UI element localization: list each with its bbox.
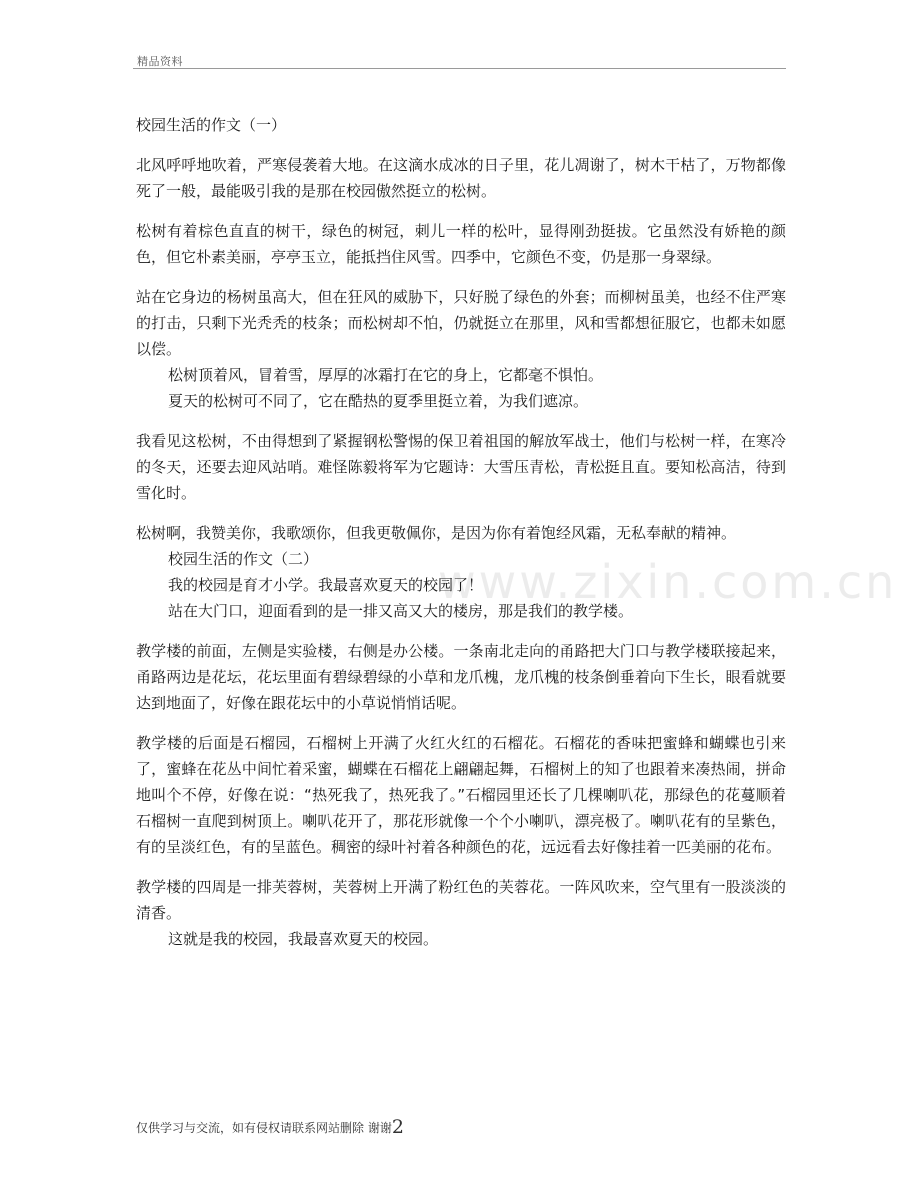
header-rule xyxy=(133,68,786,69)
paragraph: 教学楼的前面，左侧是实验楼，右侧是办公楼。一条南北走向的甬路把大门口与教学楼联接起来，甬路两边是花坛，花坛里面有碧绿碧绿的小草和龙爪槐，龙爪槐的枝条倒垂着向下生长，眼看就要达到地面了，好像在跟花坛中的小草说悄悄话呢。 xyxy=(136,642,786,712)
paragraph: 教学楼的后面是石榴园，石榴树上开满了火红火红的石榴花。石榴花的香味把蜜蜂和蝴蝶也引来了，蜜蜂在花丛中间忙着采蜜，蝴蝶在石榴花上翩翩起舞，石榴树上的知了也跟着来凑热闹，拼命地叫个不停，好像在说：“热死我了，热死我了。”石榴园里还长了几棵喇叭花，那绿色的花蔓顺着石榴树一直爬到树顶上。喇叭花开了，那花形就像一个个小喇叭，漂亮极了。喇叭花有的呈紫色，有的呈淡红色，有的呈蓝色。稠密的绿叶衬着各种颜色的花，远远看去好像挂着一匹美丽的花布。 xyxy=(136,734,786,856)
page-number: 2 xyxy=(391,1116,404,1138)
paragraph: 这就是我的校园，我最喜欢夏天的校园。 xyxy=(168,930,439,948)
paragraph: 站在它身边的杨树虽高大，但在狂风的威胁下，只好脱了绿色的外套；而柳树虽美，也经不住严寒的打击，只剩下光秃秃的枝条；而松树却不怕，仍就挺立在那里，风和雪都想征服它，也都未如愿以偿。 xyxy=(136,288,786,358)
paragraph: 站在大门口，迎面看到的是一排又高又大的楼房，那是我们的教学楼。 xyxy=(168,602,634,620)
header-label: 精品资料 xyxy=(137,55,183,68)
footer xyxy=(136,1116,404,1138)
paragraph: 夏天的松树可不同了，它在酷热的夏季里挺立着，为我们遮凉。 xyxy=(168,392,589,410)
paragraph: 教学楼的四周是一排芙蓉树，芙蓉树上开满了粉红色的芙蓉花。一阵风吹来，空气里有一股淡淡的清香。 xyxy=(136,878,786,922)
paragraph: 松树顶着风，冒着雪，厚厚的冰霜打在它的身上，它都毫不惧怕。 xyxy=(168,366,604,384)
document-body xyxy=(136,112,786,952)
footer-text: 仅供学习与交流，如有侵权请联系网站删除 谢谢 xyxy=(136,1121,392,1135)
paragraph: 北风呼呼地吹着，严寒侵袭着大地。在这滴水成冰的日子里，花儿凋谢了，树木干枯了，万物都像死了一般，最能吸引我的是那在校园傲然挺立的松树。 xyxy=(136,156,786,200)
paragraph: 松树啊，我赞美你，我歌颂你，但我更敬佩你，是因为你有着饱经风霜，无私奉献的精神。 xyxy=(136,524,737,542)
paragraph: 松树有着棕色直直的树干，绿色的树冠，刺儿一样的松叶，显得刚劲挺拔。它虽然没有娇艳的颜色，但它朴素美丽，亭亭玉立，能抵挡住风雪。四季中，它颜色不变，仍是那一身翠绿。 xyxy=(136,222,786,266)
watermark: www.zixin.com.cn xyxy=(438,555,898,609)
paragraph: 我的校园是育才小学。我最喜欢夏天的校园了！ xyxy=(168,576,484,594)
paragraph: 我看见这松树，不由得想到了紧握钢松警惕的保卫着祖国的解放军战士，他们与松树一样，在寒冷的冬天，还要去迎风站哨。难怪陈毅将军为它题诗：大雪压青松，青松挺且直。要知松高洁，待到雪化时。 xyxy=(136,432,786,502)
essay-title-2: 校园生活的作文（二） xyxy=(168,550,319,568)
essay-title-1: 校园生活的作文（一） xyxy=(136,116,287,134)
